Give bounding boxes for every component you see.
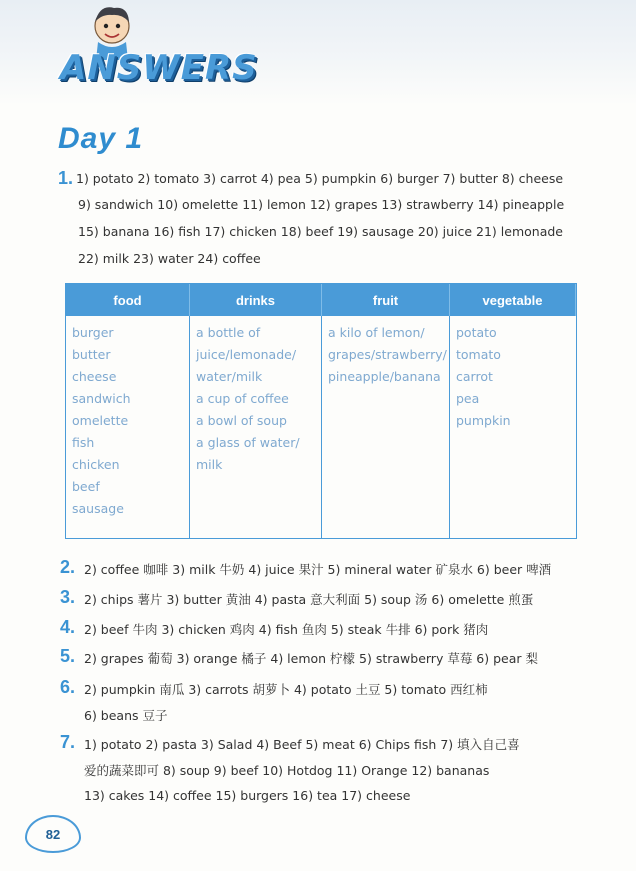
- page-number: 82: [25, 815, 81, 853]
- table-cell: a glass of water/: [196, 435, 300, 450]
- table-cell: fish: [72, 435, 95, 450]
- answer-line: 爱的蔬菜即可 8) soup 9) beef 10) Hotdog 11) Orange 12) bananas: [84, 763, 490, 778]
- answer-line: 2) coffee 咖啡 3) milk 牛奶 4) juice 果汁 5) mineral water 矿泉水 6) beer 啤酒: [84, 562, 552, 577]
- table-header-drinks: drinks: [190, 284, 322, 316]
- question-number: 5.: [60, 646, 76, 666]
- table-cell: pumpkin: [456, 413, 511, 428]
- table-cell: omelette: [72, 413, 129, 428]
- answer-line: 9) sandwich 10) omelette 11) lemon 12) grapes 13) strawberry 14) pineapple: [78, 197, 565, 212]
- table-cell: a bottle of: [196, 325, 261, 340]
- table-cell: cheese: [72, 369, 117, 384]
- table-column-fruit: [322, 316, 450, 538]
- table-cell: a bowl of soup: [196, 413, 287, 428]
- table-cell: juice/lemonade/: [196, 347, 297, 362]
- table-cell: butter: [72, 347, 111, 362]
- answers-title: ANSWERS: [60, 48, 258, 88]
- answer-line: 22) milk 23) water 24) coffee: [78, 251, 261, 266]
- table-cell: sandwich: [72, 391, 131, 406]
- table-cell: potato: [456, 325, 497, 340]
- table-header-food: food: [66, 284, 190, 316]
- question-number: 4.: [60, 617, 76, 637]
- question-number: 2.: [60, 557, 76, 577]
- answer-line: 2) pumpkin 南瓜 3) carrots 胡萝卜 4) potato 土豆 5) tomato 西红柿: [84, 682, 488, 697]
- day-title: Day 1: [58, 122, 144, 155]
- food-category-table: [65, 283, 577, 539]
- answer-line: 2) grapes 葡萄 3) orange 橘子 4) lemon 柠檬 5) strawberry 草莓 6) pear 梨: [84, 651, 538, 666]
- table-cell: sausage: [72, 501, 124, 516]
- question-number: 7.: [60, 732, 76, 752]
- table-cell: carrot: [456, 369, 493, 384]
- answer-line: 6) beans 豆子: [84, 708, 168, 723]
- answer-line: 15) banana 16) fish 17) chicken 18) beef 19) sausage 20) juice 21) lemonade: [78, 224, 563, 239]
- table-cell: a kilo of lemon/: [328, 325, 425, 340]
- answer-line: 2) chips 薯片 3) butter 黄油 4) pasta 意大利面 5) soup 汤 6) omelette 煎蛋: [84, 592, 534, 607]
- table-cell: pea: [456, 391, 480, 406]
- answer-line: 2) beef 牛肉 3) chicken 鸡肉 4) fish 鱼肉 5) steak 牛排 6) pork 猪肉: [84, 622, 489, 637]
- table-cell: beef: [72, 479, 100, 494]
- table-cell: milk: [196, 457, 223, 472]
- question-number: 1.: [58, 168, 74, 188]
- table-column-vegetable: [450, 316, 576, 538]
- answer-line: 1) potato 2) tomato 3) carrot 4) pea 5) pumpkin 6) burger 7) butter 8) cheese: [76, 171, 564, 186]
- table-cell: pineapple/banana: [328, 369, 441, 384]
- table-cell: burger: [72, 325, 114, 340]
- answer-line: 1) potato 2) pasta 3) Salad 4) Beef 5) meat 6) Chips fish 7) 填入自己喜: [84, 737, 520, 752]
- table-cell: tomato: [456, 347, 501, 362]
- table-header-fruit: fruit: [322, 284, 450, 316]
- table-column-food: [66, 316, 190, 538]
- question-number: 3.: [60, 587, 76, 607]
- table-header-vegetable: vegetable: [450, 284, 576, 316]
- question-number: 6.: [60, 677, 76, 697]
- table-column-drinks: [190, 316, 322, 538]
- table-cell: chicken: [72, 457, 120, 472]
- table-cell: grapes/strawberry/: [328, 347, 447, 362]
- answer-line: 13) cakes 14) coffee 15) burgers 16) tea 17) cheese: [84, 788, 411, 803]
- table-cell: a cup of coffee: [196, 391, 289, 406]
- table-cell: water/milk: [196, 369, 263, 384]
